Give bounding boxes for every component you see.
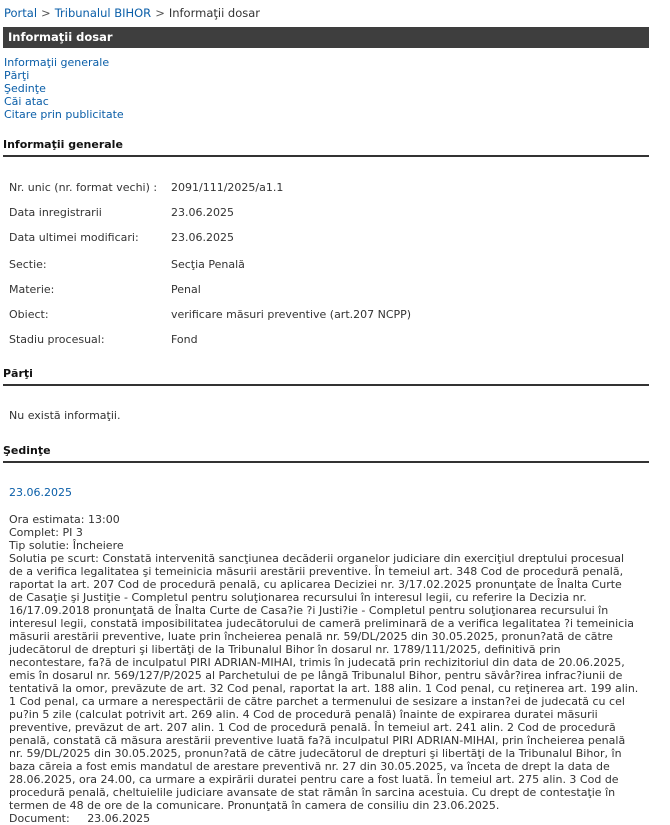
document-label: Document: (9, 812, 70, 825)
info-row-obiect (9, 308, 411, 321)
breadcrumb-portal-link[interactable]: Portal (4, 6, 38, 20)
info-value: Penal (171, 283, 201, 296)
info-label: Materie: (9, 283, 55, 296)
info-label: Stadiu procesual: (9, 333, 105, 346)
menu-link-informatii-generale[interactable]: Informaţii generale (4, 56, 110, 69)
info-row-data-inregistrarii (9, 206, 234, 219)
info-label: Data inregistrarii (9, 206, 102, 219)
info-value: Secţia Penală (171, 258, 245, 271)
sedinta-date-link[interactable]: 23.06.2025 (9, 486, 72, 499)
section-heading-sedinte: Şedinţe (3, 444, 649, 463)
breadcrumb-separator: > (155, 6, 165, 20)
info-value: Fond (171, 333, 198, 346)
info-value: 2091/111/2025/a1.1 (171, 181, 284, 194)
breadcrumb-court-link[interactable]: Tribunalul BIHOR (54, 6, 152, 20)
info-row-stadiu (9, 333, 198, 346)
info-label: Nr. unic (nr. format vechi) : (9, 181, 158, 194)
info-value: 23.06.2025 (171, 231, 234, 244)
menu-link-citare[interactable]: Citare prin publicitate (4, 108, 124, 121)
menu-link-sedinte[interactable]: Şedinţe (4, 82, 46, 95)
info-label: Data ultimei modificari: (9, 231, 139, 244)
breadcrumb-current: Informaţii dosar (168, 6, 261, 20)
info-value: verificare măsuri preventive (art.207 NCPP) (171, 308, 412, 321)
info-label: Obiect: (9, 308, 49, 321)
parti-empty-message: Nu există informaţii. (9, 409, 121, 422)
page-title: Informaţii dosar (3, 27, 649, 48)
sedinta-tip-solutie: Tip solutie: Încheiere (9, 539, 124, 552)
section-heading-parti: Părţi (3, 367, 649, 386)
document-value: 23.06.2025 (87, 812, 151, 825)
sedinta-details (9, 513, 639, 825)
sedinta-solutie: Solutia pe scurt: Constată intervenită sancţiunea decăderii organelor judiciare din exerciţiul dreptului procesual de a verifica legalitatea şi temeinicia măsurii arestării preventive. În temeiul art. 348 Cod de procedură penală, raportat la art. 207 Cod de procedură penală, cu aplicarea Deciziei nr. 3/17.02.2025 pronunţate de Înalta Curte de Casaţie şi Justiţie - Completul pentru soluţionarea recursului în interesul legii, cu referire la Decizia nr. 16/17.09.2018 pronunţată de Înalta Curte de Casa?ie ?i Justi?ie - Completul pentru soluţionarea recursului în interesul legii, constată imposibilitatea judecătorului de cameră preliminară de a verifica legalitatea ?i temeinicia măsurii arestării preventive, luate prin încheierea penală nr. 59/DL/2025 din 30.05.2025, pronun?ată de către judecătorul de drepturi şi libertăţi de la Tribunalul Bihor în dosarul nr. 1789/111/2025, definitivă prin necontestare, fa?ă de inculpatul PIRI ADRIAN-MIHAI, trimis în judecată prin rechizitoriul din data de 20.06.2025, emis în dosarul nr. 569/127/P/2025 al Parchetului de pe lângă Tribunalul Bihor, pentru săvâr?irea infrac?iunii de tentativă la omor, prevăzute de art. 32 Cod penal, raportat la art. 188 alin. 1 Cod penal, cu reţinerea art. 199 alin. 1 Cod penal, ca urmare a nerespectării de către parchet a termenului de sesizare a instan?ei de judecată cu cel pu?in 5 zile (calculat potrivit art. 269 alin. 4 Cod de procedură penală) înainte de expirarea duratei măsurii preventive, prevăzut de art. 207 alin. 1 Cod de procedură penală. În temeiul art. 241 alin. 2 Cod de procedură penală, constată că măsura arestării preventive luată fa?ă inculpatul PIRI ADRIAN-MIHAI, prin încheierea penală nr. 59/DL/2025 din 30.05.2025, pronun?ată de către judecătorul de drepturi şi libertăţi de la Tribunalul Bihor, în baza căreia a fost emis mandatul de arestare preventivă nr. 27 din 30.05.2025, va înceta de drept la data de 28.06.2025, ora 24.00, ca urmare a expirării duratei pentru care a fost luată. În temeiul art. 275 alin. 3 Cod de procedură penală, cheltuielile judiciare avansate de stat rămân în sarcina acestuia. Cu drept de contestaţie în termen de 48 de ore de la comunicare. Pronunţată în camera de consiliu din 23.06.2025. (9, 552, 639, 812)
info-row-sectie (9, 258, 245, 271)
info-row-nr-unic (9, 181, 283, 194)
breadcrumb (4, 6, 260, 20)
sedinta-ora: Ora estimata: 13:00 (9, 513, 120, 526)
info-label: Sectie: (9, 258, 47, 271)
sedinta-document (9, 812, 639, 825)
info-row-data-modificari (9, 231, 234, 244)
menu-link-cai-atac[interactable]: Căi atac (4, 95, 49, 108)
sedinta-complet: Complet: PI 3 (9, 526, 83, 539)
menu-link-parti[interactable]: Părţi (4, 69, 30, 82)
section-heading-general: Informaţii generale (3, 138, 649, 157)
section-menu (4, 56, 124, 121)
info-value: 23.06.2025 (171, 206, 234, 219)
breadcrumb-separator: > (41, 6, 51, 20)
info-row-materie (9, 283, 201, 296)
